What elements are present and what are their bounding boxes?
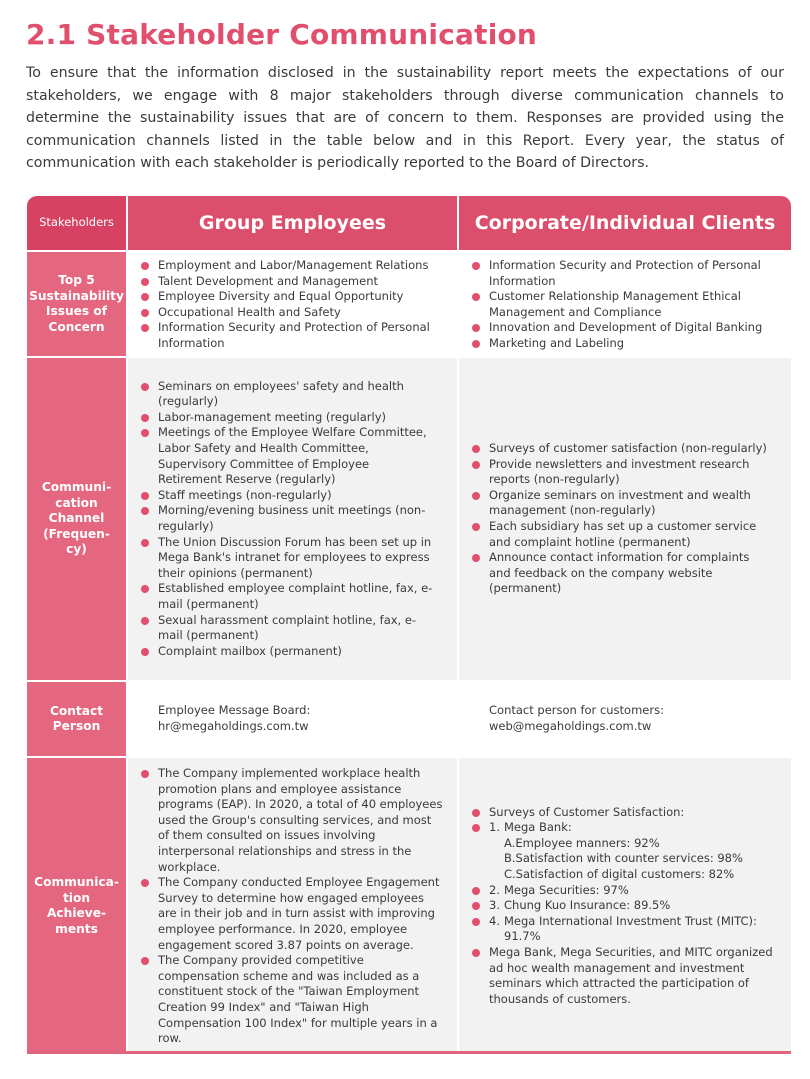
list-item: The Company provided competitive compensation scheme and was included as a constituent stock of the "Taiwan Employment Creation 99 Index" and "Taiwan High Compensation 100 Index" for multiple years in a row. [158, 953, 443, 1047]
list-item: Complaint mailbox (permanent) [158, 644, 435, 660]
list-item: Meetings of the Employee Welfare Committee, Labor Safety and Health Committee, Supervisory Committee of Employee Retirement Reserve (regularly) [158, 425, 435, 487]
achievements-clients-list [489, 805, 773, 1008]
table-row-contact [27, 682, 791, 756]
list-item: Information Security and Protection of Personal Information [158, 320, 447, 351]
list-item: 1. Mega Bank: A.Employee manners: 92% B.Satisfaction with counter services: 98% C.Satisfaction of digital customers: 82% [489, 820, 773, 882]
list-item: 2. Mega Securities: 97% [489, 883, 773, 899]
intro-paragraph: To ensure that the information disclosed in the sustainability report meets the expectations of our stakeholders, we engage with 8 major stakeholders through diverse communication channels to determine the sustainability issues that are of concern to them. Responses are provided using the communication channels listed in the table below and in this Report. Every year, the status of communication with each stakeholder is periodically reported to the Board of Directors. [26, 65, 784, 172]
list-item: Sexual harassment complaint hotline, fax, e-mail (permanent) [158, 613, 435, 644]
survey-title: Surveys of Customer Satisfaction: [489, 804, 685, 819]
list-item: Labor-management meeting (regularly) [158, 410, 435, 426]
issues-clients-list [489, 258, 777, 352]
list-item: Marketing and Labeling [489, 336, 777, 352]
list-item: Innovation and Development of Digital Banking [489, 320, 777, 336]
customer-contact-email[interactable]: web@megaholdings.com.tw [489, 719, 652, 733]
issues-employees-list [158, 258, 447, 352]
list-item: Occupational Health and Safety [158, 305, 447, 321]
survey-results-list [489, 820, 773, 945]
list-item: Employment and Labor/Management Relations [158, 258, 447, 274]
list-item: Talent Development and Management [158, 274, 447, 290]
list-item: Each subsidiary has set up a customer service and complaint hotline (permanent) [489, 519, 771, 550]
row-label-issues: Top 5 Sustainability Issues of Concern [27, 252, 126, 356]
list-item [489, 805, 773, 945]
list-item: Morning/evening business unit meetings (non-regularly) [158, 503, 435, 534]
list-item: The Company implemented workplace health promotion plans and employee assistance programs (EAP). In 2020, a total of 40 employees used the Group's consulting services, and most of them consulted on issues involving interpersonal relationships and stress in the workplace. [158, 766, 443, 874]
list-item: Information Security and Protection of Personal Information [489, 258, 777, 289]
row-label-achievements: Communica-tion Achieve-ments [27, 758, 126, 1054]
list-item: Staff meetings (non-regularly) [158, 488, 435, 504]
customer-contact-label: Contact person for customers: [489, 703, 664, 718]
list-item: B.Satisfaction with counter services: 98% [504, 851, 743, 866]
list-item: Organize seminars on investment and wealth management (non-regularly) [489, 488, 771, 519]
channel-clients-list [489, 441, 771, 597]
list-item: C.Satisfaction of digital customers: 82% [504, 867, 735, 882]
list-item: Seminars on employees' safety and health (regularly) [158, 379, 435, 410]
list-item: The Union Discussion Forum has been set up in Mega Bank's intranet for employees to express their opinions (permanent) [158, 535, 435, 582]
header-group-employees: Group Employees [128, 196, 457, 250]
stakeholder-table [27, 196, 791, 1054]
row-label-channel: Communi-cation Channel (Frequen-cy) [27, 358, 126, 680]
list-item: Mega Bank, Mega Securities, and MITC organized ad hoc wealth management and investment seminars which attracted the participation of thousands of customers. [489, 944, 773, 1006]
channel-employees-list [158, 379, 435, 660]
table-header-row [27, 196, 791, 250]
list-item: Announce contact information for complaints and feedback on the company website (permanent) [489, 550, 771, 597]
list-item: The Company conducted Employee Engagement Survey to determine how engaged employees are in their job and in turn assist with improving employee performance. In 2020, employee engagement scored 3.87 points on average. [158, 875, 443, 953]
employee-contact-email[interactable]: hr@megaholdings.com.tw [158, 719, 309, 733]
list-item: Established employee complaint hotline, fax, e-mail (permanent) [158, 581, 435, 612]
list-item: 3. Chung Kuo Insurance: 89.5% [489, 898, 773, 914]
list-item: Provide newsletters and investment research reports (non-regularly) [489, 457, 771, 488]
table-row-achievements [27, 758, 791, 1054]
list-item: A.Employee manners: 92% [504, 835, 660, 850]
list-item: 4. Mega International Investment Trust (MITC): 91.7% [489, 914, 773, 945]
mega-bank-sub-list [489, 836, 773, 883]
header-clients: Corporate/Individual Clients [459, 196, 791, 250]
list-item: Surveys of customer satisfaction (non-regularly) [489, 441, 771, 457]
table-row-issues [27, 252, 791, 356]
row-label-contact: Contact Person [27, 682, 126, 756]
list-item: Employee Diversity and Equal Opportunity [158, 289, 447, 305]
page-title: 2.1 Stakeholder Communication [26, 18, 538, 51]
table-row-channel [27, 358, 791, 680]
employee-message-board-label: Employee Message Board: [158, 703, 311, 718]
header-stakeholders: Stakeholders [27, 196, 126, 250]
achievements-employees-list [158, 766, 443, 1047]
list-item: Customer Relationship Management Ethical Management and Compliance [489, 289, 777, 320]
